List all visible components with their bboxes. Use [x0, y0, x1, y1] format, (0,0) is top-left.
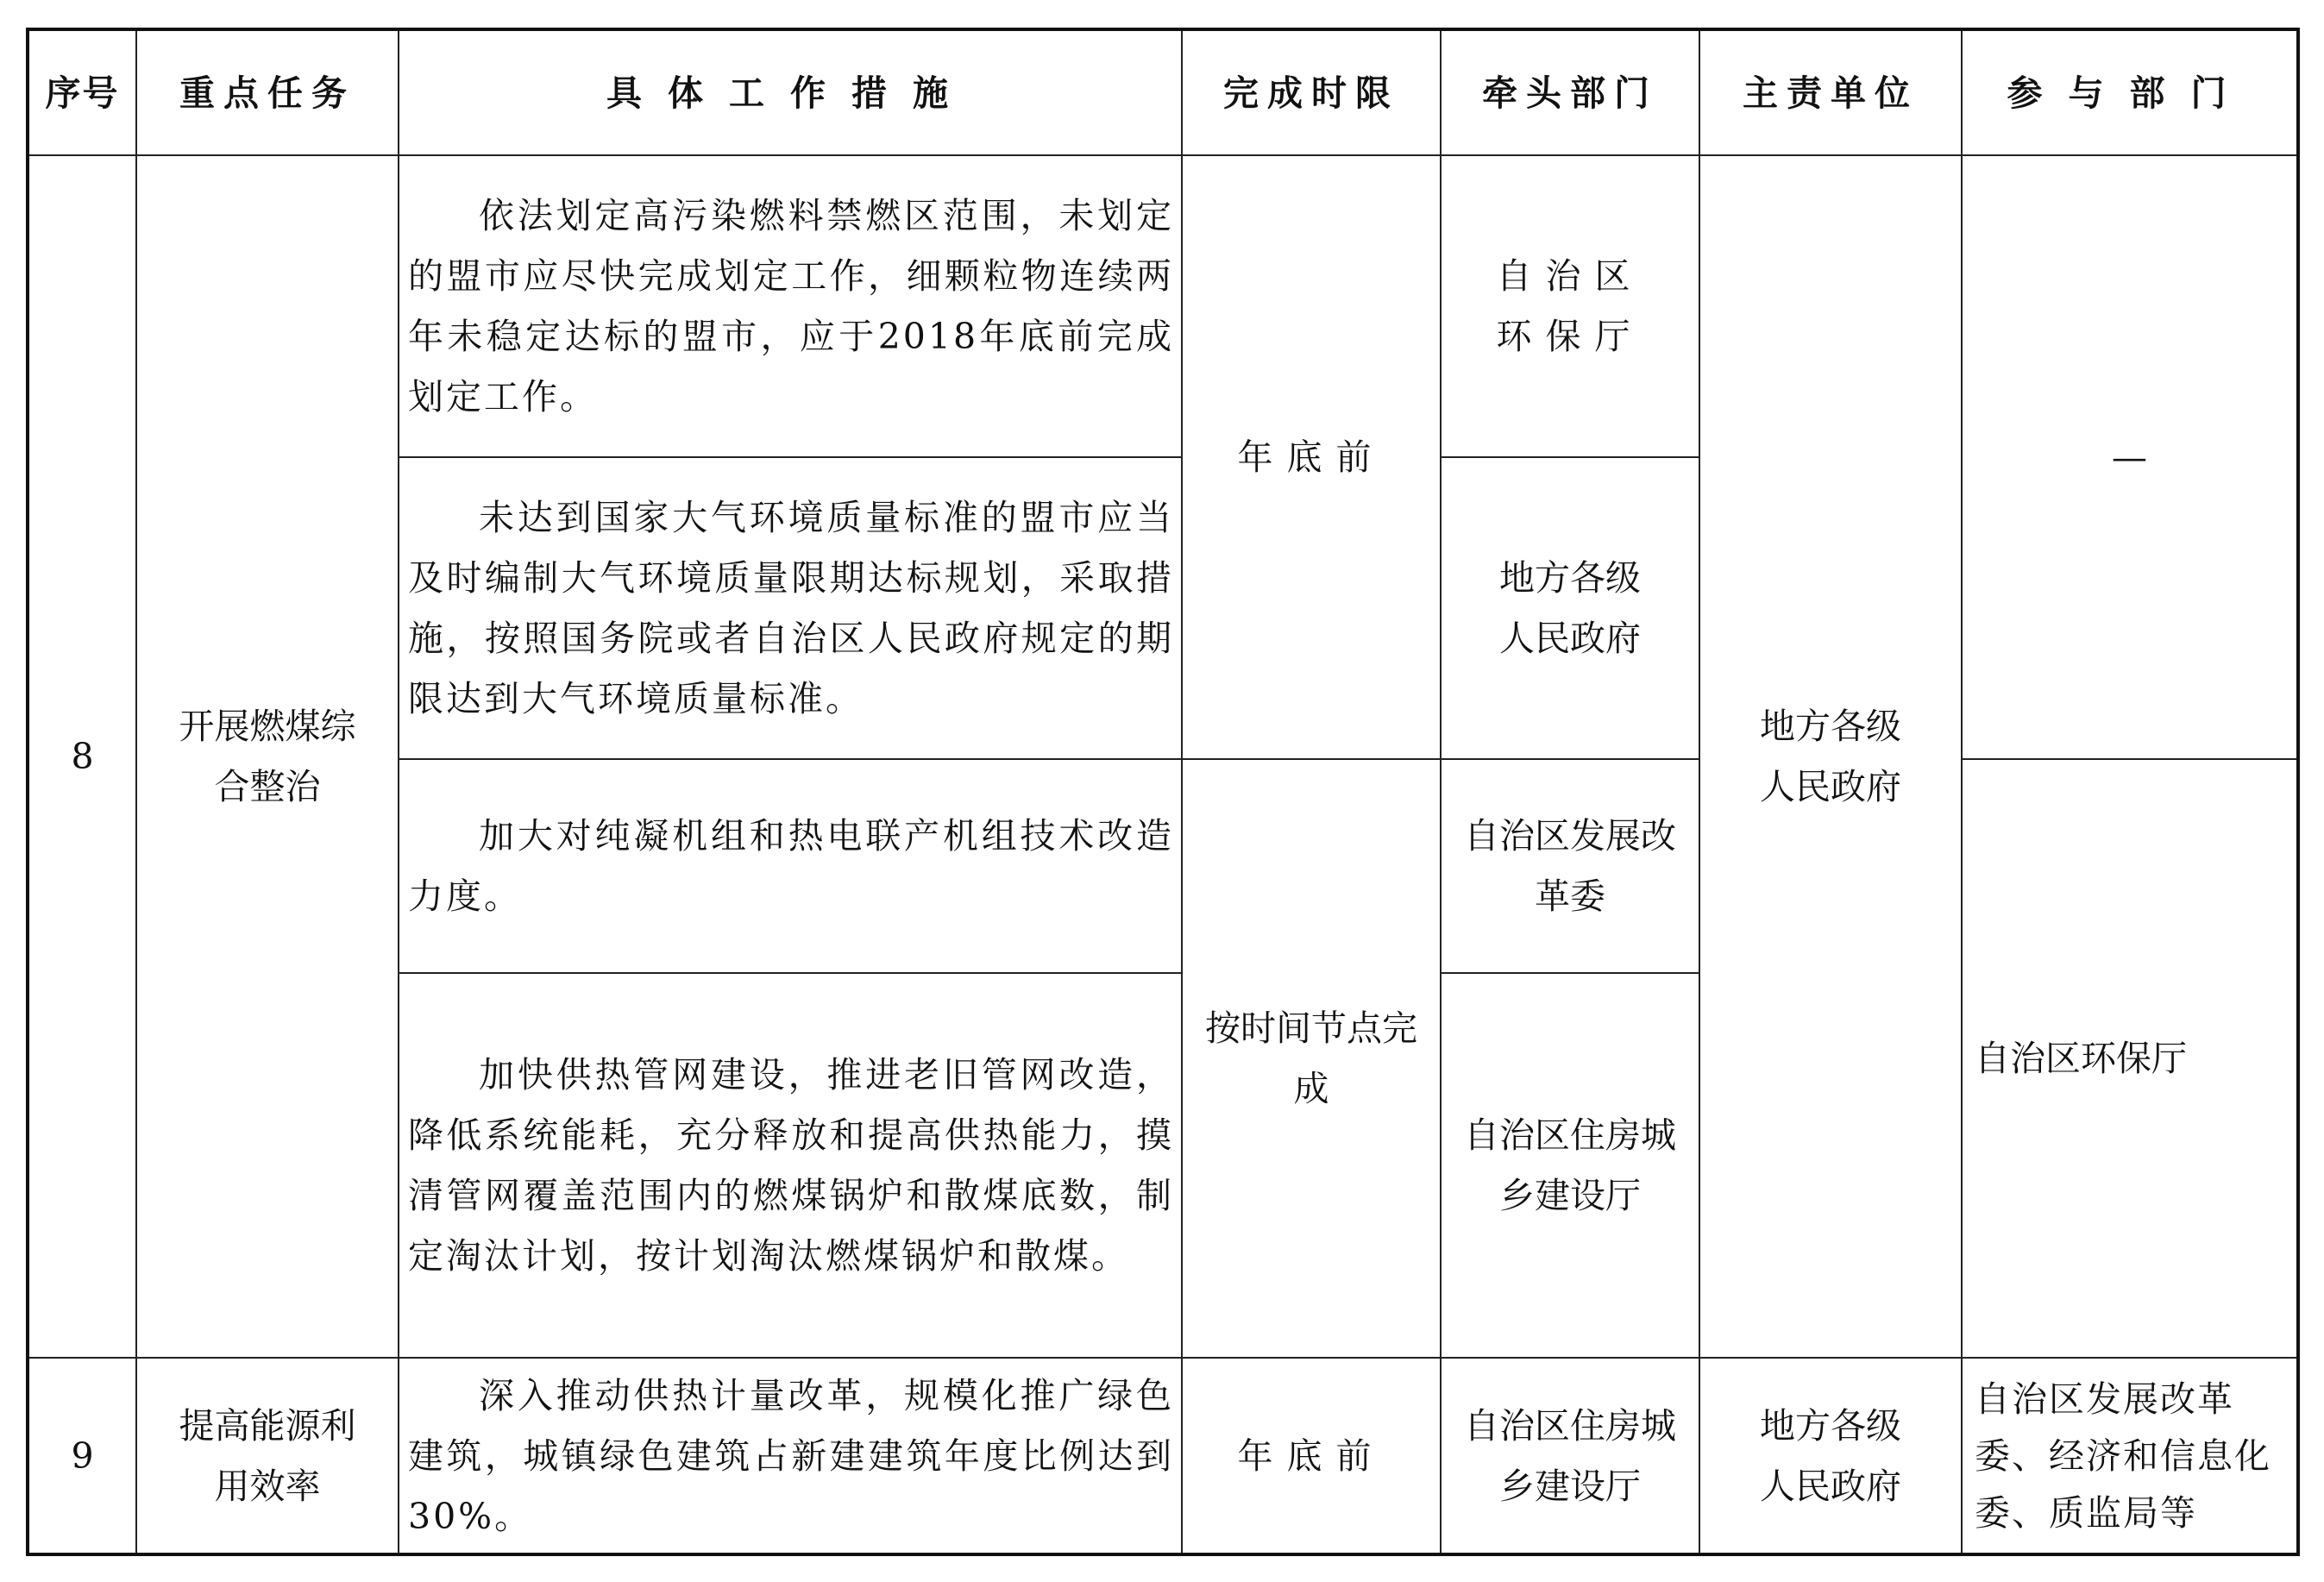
row8-measure-4: 加快供热管网建设，推进老旧管网改造，降低系统能耗，充分释放和提高供热能力，摸清管网覆盖范围内的燃煤锅炉和散煤底数，制定淘汰计划，按计划淘汰燃煤锅炉和散煤。: [399, 973, 1182, 1358]
row8-measure-2: 未达到国家大气环境质量标准的盟市应当及时编制大气环境质量限期达标规划，采取措施，按照国务院或者自治区人民政府规定的期限达到大气环境质量标准。: [399, 457, 1182, 759]
header-participants: 参与部门: [1962, 29, 2298, 155]
table-row: [28, 155, 2298, 457]
header-responsible: 主责单位: [1699, 29, 1962, 155]
header-row: [28, 29, 2298, 155]
row8-participants-1: —: [1962, 155, 2298, 759]
row8-lead-1: 自治区环保厅: [1441, 155, 1699, 457]
row8-measure-1: 依法划定高污染燃料禁燃区范围，未划定的盟市应尽快完成划定工作，细颗粒物连续两年未稳定达标的盟市，应于2018年底前完成划定工作。: [399, 155, 1182, 457]
table-row: [28, 1358, 2298, 1554]
header-lead: 牵头部门: [1441, 29, 1699, 155]
row8-participants-2: 自治区环保厅: [1962, 759, 2298, 1358]
row8-lead-3: 自治区发展改革委: [1441, 759, 1699, 973]
row9-responsible: 地方各级人民政府: [1699, 1358, 1962, 1554]
header-deadline: 完成时限: [1182, 29, 1441, 155]
header-no: 序号: [28, 29, 136, 155]
row8-lead-2: 地方各级人民政府: [1441, 457, 1699, 759]
row8-lead-4: 自治区住房城乡建设厅: [1441, 973, 1699, 1358]
row8-deadline-2: 按时间节点完 成: [1182, 759, 1441, 1358]
row9-participants: 自治区发展改革委、经济和信息化委、质监局等: [1962, 1358, 2298, 1554]
row8-deadline-1: 年底前: [1182, 155, 1441, 759]
row9-measure: 深入推动供热计量改革，规模化推广绿色建筑，城镇绿色建筑占新建建筑年度比例达到30%。: [399, 1358, 1182, 1554]
header-task: 重点任务: [136, 29, 399, 155]
row8-responsible: 地方各级人民政府: [1699, 155, 1962, 1358]
row8-no: 8: [28, 155, 136, 1358]
row9-lead: 自治区住房城乡建设厅: [1441, 1358, 1699, 1554]
measures-table: [26, 28, 2300, 1556]
row9-task: 提高能源利用效率: [136, 1358, 399, 1554]
row9-deadline: 年底前: [1182, 1358, 1441, 1554]
header-measures: 具体工作措施: [399, 29, 1182, 155]
row8-measure-3: 加大对纯凝机组和热电联产机组技术改造力度。: [399, 759, 1182, 973]
row8-task: 开展燃煤综合整治: [136, 155, 399, 1358]
row9-no: 9: [28, 1358, 136, 1554]
